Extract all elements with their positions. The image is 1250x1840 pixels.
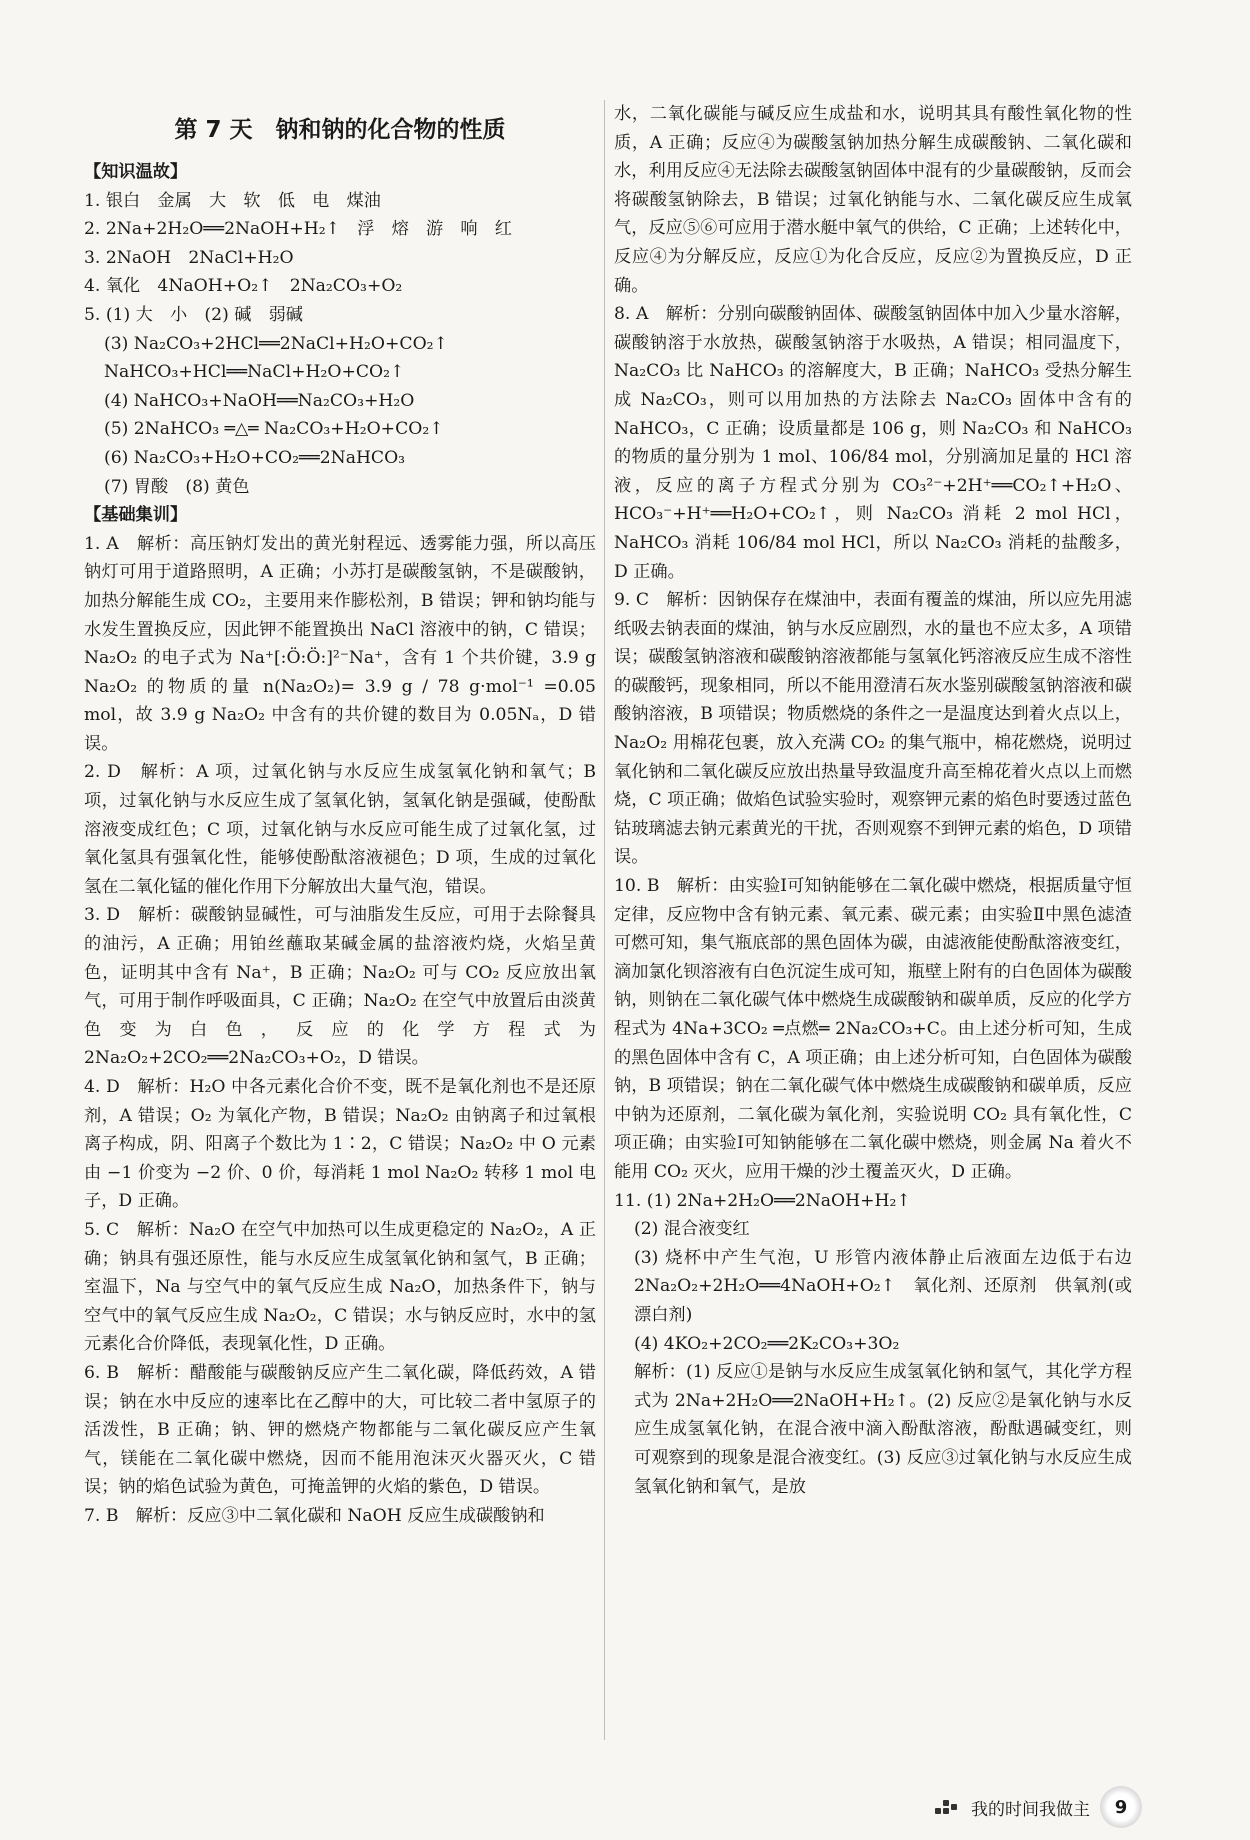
page-footer (935, 1786, 1142, 1828)
section-heading-review: 【知识温故】 (84, 162, 188, 182)
section-heading-training: 【基础集训】 (84, 505, 188, 526)
answer-item: 4. D 解析：H₂O 中各元素化合价不变，既不是氧化剂也不是还原剂，A 错误；O₂ 为氧化产物，B 错误；Na₂O₂ 由钠离子和过氧根离子构成，阴、阳离子个数比为 1∶2，C 错误；Na₂O₂ 中 O 元素由 −1 价变为 −2 价、0 价，每消耗 1 mol Na₂O₂ 转移 1 mol 电子，D 正确。 (84, 1077, 596, 1212)
column-divider (604, 100, 605, 1740)
knowledge-line: (3) Na₂CO₃+2HCl══2NaCl+H₂O+CO₂↑ (104, 333, 448, 354)
answer-item: 10. B 解析：由实验Ⅰ可知钠能够在二氧化碳中燃烧，根据质量守恒定律，反应物中含有钠元素、氧元素、碳元素；由实验Ⅱ中黑色滤渣可燃可知，集气瓶底部的黑色固体为碳，由滤液能使酚酞溶液变红，滴加氯化钡溶液有白色沉淀生成可知，瓶壁上附有的白色固体为碳酸钠，则钠在二氧化碳气体中燃烧生成碳酸钠和碳单质，反应的化学方程式为 4Na+3CO₂ ═点燃═ 2Na₂CO₃+C。由上述分析可知，生成的黑色固体中含有 C，A 项正确；由上述分析可知，白色固体为碳酸钠，B 项错误；钠在二氧化碳气体中燃烧生成碳酸钠和碳单质，反应中钠为还原剂，二氧化碳为氧化剂，实验说明 CO₂ 具有氧化性，C 项正确；由实验Ⅰ可知钠能够在二氧化碳中燃烧，则金属 Na 着火不能用 CO₂ 灭火，应用干燥的沙土覆盖灭火，D 正确。 (614, 876, 1132, 1182)
answer-item: 水，二氧化碳能与碱反应生成盐和水，说明其具有酸性氧化物的性质，A 正确；反应④为碳酸氢钠加热分解生成碳酸钠、二氧化碳和水，利用反应④无法除去碳酸氢钠固体中混有的少量碳酸钠，反而会将碳酸氢钠除去，B 错误；过氧化钠能与水、二氧化碳反应生成氧气，反应⑤⑥可应用于潜水艇中氧气的供给，C 正确；上述转化中，反应④为分解反应，反应①为化合反应，反应②为置换反应，D 正确。 (614, 104, 1132, 296)
answer-item: (4) 4KO₂+2CO₂══2K₂CO₃+3O₂ (634, 1333, 900, 1354)
knowledge-line: (5) 2NaHCO₃ ═△═ Na₂CO₃+H₂O+CO₂↑ (104, 419, 444, 440)
knowledge-line: (6) Na₂CO₃+H₂O+CO₂══2NaHCO₃ (104, 447, 406, 468)
page-number: 9 (1100, 1786, 1142, 1828)
knowledge-line: 1. 银白 金属 大 软 低 电 煤油 (84, 190, 381, 211)
answer-item: 3. D 解析：碳酸钠显碱性，可与油脂发生反应，可用于去除餐具的油污，A 正确；用铂丝蘸取某碱金属的盐溶液灼烧，火焰呈黄色，证明其中含有 Na⁺，B 正确；Na₂O₂ 可与 CO₂ 反应放出氧气，可用于制作呼吸面具，C 正确；Na₂O₂ 在空气中放置后由淡黄色变为白色，反应的化学方程式为 2Na₂O₂+2CO₂══2Na₂CO₃+O₂，D 错误。 (84, 905, 596, 1069)
knowledge-line: NaHCO₃+HCl══NaCl+H₂O+CO₂↑ (104, 362, 405, 383)
footer-slogan: 我的时间我做主 (971, 1799, 1090, 1820)
answer-item: 11. (1) 2Na+2H₂O══2NaOH+H₂↑ (614, 1190, 911, 1211)
answer-item: 1. A 解析：高压钠灯发出的黄光射程远、透雾能力强，所以高压钠灯可用于道路照明，A 正确；小苏打是碳酸氢钠，不是碳酸钠，加热分解能生成 CO₂，主要用来作膨松剂，B 错误；钾和钠均能与水发生置换反应，因此钾不能置换出 NaCl 溶液中的钠，C 错误；Na₂O₂ 的电子式为 Na⁺[:Ö:Ö:]²⁻Na⁺，含有 1 个共价键，3.9 g Na₂O₂ 的物质的量 n(Na₂O₂)= 3.9 g / 78 g·mol⁻¹ =0.05 mol，故 3.9 g Na₂O₂ 中含有的共价键的数目为 0.05Nₐ，D 错误。 (84, 533, 596, 754)
knowledge-line: 3. 2NaOH 2NaCl+H₂O (84, 247, 294, 268)
knowledge-line: (4) NaHCO₃+NaOH══Na₂CO₃+H₂O (104, 390, 415, 411)
answer-item: 9. C 解析：因钠保存在煤油中，表面有覆盖的煤油，所以应先用滤纸吸去钠表面的煤油，钠与水反应剧烈，水的量也不应太多，A 项错误；碳酸氢钠溶液和碳酸钠溶液都能与氢氧化钙溶液反应生成不溶性的碳酸钙，现象相同，所以不能用澄清石灰水鉴别碳酸氢钠溶液和碳酸钠溶液，B 项错误；物质燃烧的条件之一是温度达到着火点以上，Na₂O₂ 用棉花包裹，放入充满 CO₂ 的集气瓶中，棉花燃烧，说明过氧化钠和二氧化碳反应放出热量导致温度升高至棉花着火点以上而燃烧，C 项正确；做焰色试验实验时，观察钾元素的焰色时要透过蓝色钴玻璃滤去钠元素黄光的干扰，否则观察不到钾元素的焰色，D 项错误。 (614, 590, 1132, 868)
answer-item: 7. B 解析：反应③中二氧化碳和 NaOH 反应生成碳酸钠和 (84, 1505, 545, 1526)
left-column (84, 100, 596, 1531)
answer-item: 解析：(1) 反应①是钠与水反应生成氢氧化钠和氢气，其化学方程式为 2Na+2H₂O══2NaOH+H₂↑。(2) 反应②是氧化钠与水反应生成氢氧化钠，在混合液中滴入酚酞溶液，酚酞遇碱变红，则可观察到的现象是混合液变红。(3) 反应③过氧化钠与水反应生成氢氧化钠和氧气，是放 (634, 1362, 1132, 1497)
knowledge-line: (7) 胃酸 (8) 黄色 (104, 476, 250, 497)
right-column (614, 100, 1150, 1501)
answer-item: 8. A 解析：分别向碳酸钠固体、碳酸氢钠固体中加入少量水溶解，碳酸钠溶于水放热，碳酸氢钠溶于水吸热，A 错误；相同温度下，Na₂CO₃ 比 NaHCO₃ 的溶解度大，B 正确；NaHCO₃ 受热分解生成 Na₂CO₃，则可以用加热的方法除去 Na₂CO₃ 固体中含有的 NaHCO₃，C 正确；设质量都是 106 g，则 Na₂CO₃ 和 NaHCO₃ 的物质的量分别为 1 mol、106/84 mol，分别滴加足量的 HCl 溶液，反应的离子方程式分别为 CO₃²⁻+2H⁺══CO₂↑+H₂O、HCO₃⁻+H⁺══H₂O+CO₂↑，则 Na₂CO₃ 消耗 2 mol HCl，NaHCO₃ 消耗 106/84 mol HCl，所以 Na₂CO₃ 消耗的盐酸多，D 正确。 (614, 304, 1132, 582)
answer-item: 6. B 解析：醋酸能与碳酸钠反应产生二氧化碳，降低药效，A 错误；钠在水中反应的速率比在乙醇中的大，可比较二者中氢原子的活泼性，B 正确；钠、钾的燃烧产物都能与二氧化碳反应产生氧气，镁能在二氧化碳中燃烧，因而不能用泡沫灭火器灭火，C 错误；钠的焰色试验为黄色，可掩盖钾的火焰的紫色，D 错误。 (84, 1362, 596, 1498)
decorative-dots-icon (935, 1799, 961, 1815)
knowledge-line: 2. 2Na+2H₂O══2NaOH+H₂↑ 浮 熔 游 响 红 (84, 219, 512, 240)
answer-item: (2) 混合液变红 (634, 1219, 750, 1240)
answer-item: (3) 烧杯中产生气泡，U 形管内液体静止后液面左边低于右边 2Na₂O₂+2H₂O══4NaOH+O₂↑ 氧化剂、还原剂 供氧剂(或漂白剂) (634, 1247, 1150, 1325)
answer-item: 5. C 解析：Na₂O 在空气中加热可以生成更稳定的 Na₂O₂，A 正确；钠具有强还原性，能与水反应生成氢氧化钠和氢气，B 正确；室温下，Na 与空气中的氧气反应生成 Na₂O，加热条件下，钠与空气中的氧气反应生成 Na₂O₂，C 错误；水与钠反应时，水中的氢元素化合价降低，表现氧化性，D 正确。 (84, 1219, 596, 1355)
knowledge-line: 5. (1) 大 小 (2) 碱 弱碱 (84, 304, 303, 325)
page-title: 第 7 天 钠和钠的化合物的性质 (174, 117, 506, 143)
knowledge-line: 4. 氧化 4NaOH+O₂↑ 2Na₂CO₃+O₂ (84, 276, 403, 297)
answer-item: 2. D 解析：A 项，过氧化钠与水反应生成氢氧化钠和氧气；B 项，过氧化钠与水反应生成了氢氧化钠，氢氧化钠是强碱，使酚酞溶液变成红色；C 项，过氧化钠与水反应可能生成了过氧化氢，过氧化氢具有强氧化性，能够使酚酞溶液褪色；D 项，生成的过氧化氢在二氧化锰的催化作用下分解放出大量气泡，错误。 (84, 762, 596, 897)
